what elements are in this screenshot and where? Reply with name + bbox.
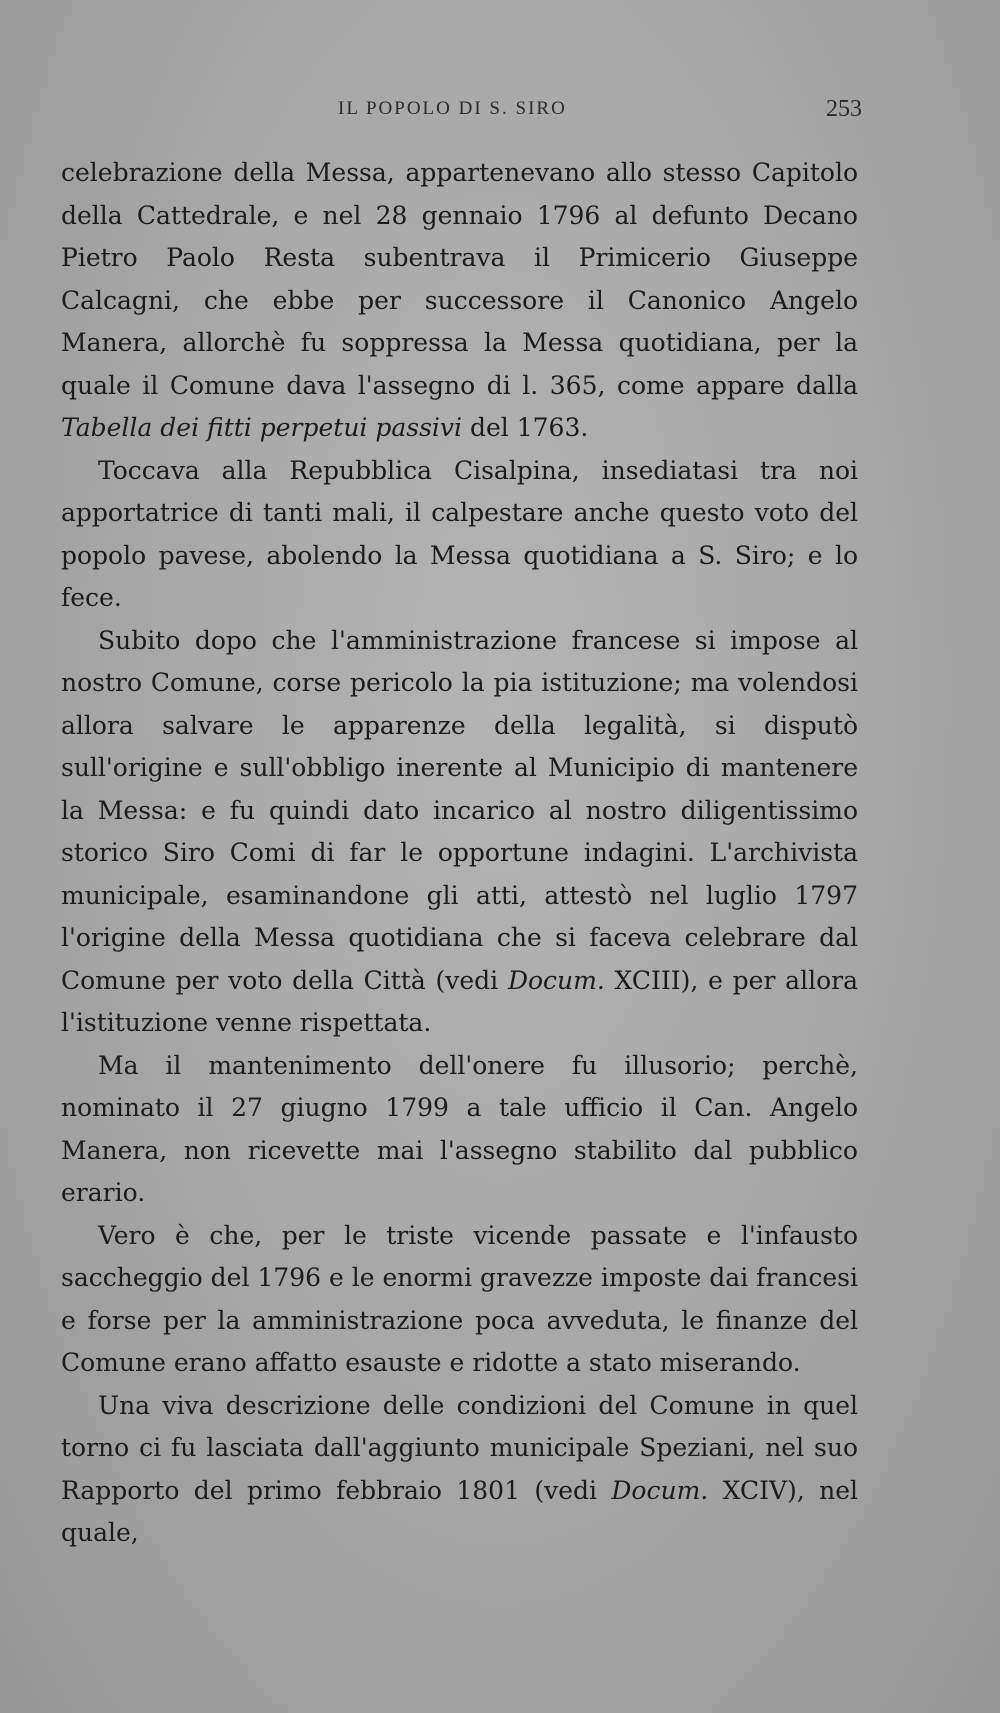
paragraph-2: Toccava alla Repubblica Cisalpina, insediatasi tra noi apportatrice di tanti mali, il calpestare anche questo voto del popolo pavese, abolendo la Messa quotidiana a S. Siro; e lo fece. [61,455,858,612]
paragraph-text: XCIV), nel quale, [61,1475,858,1547]
paragraph-text: Una viva descrizione delle condizioni del Comune in quel torno ci fu lasciata dall'aggiunto municipale Speziani, nel suo Rapporto del primo febbraio 1801 (vedi [61,1390,858,1505]
italic-title: Tabella dei fitti perpetui passivi [61,413,463,442]
paragraph-4: Ma il mantenimento dell'onere fu illusorio; perchè, nominato il 27 giugno 1799 a tale ufficio il Can. Angelo Manera, non ricevette mai l'assegno stabilito dal pubblico erario. [61,1050,858,1207]
running-title: IL POPOLO DI S. SIRO [338,98,567,119]
paragraph-3 [61,620,858,1045]
italic-reference: Docum. [611,1475,709,1505]
paragraph-5: Vero è che, per le triste vicende passate e l'infausto saccheggio del 1796 e le enormi gravezze imposte dai francesi e forse per la amministrazione poca avveduta, le finanze del Comune erano affatto esauste e ridotte a stato miserando. [61,1220,858,1377]
paragraph-text: celebrazione della Messa, appartenevano allo stesso Capitolo della Cattedrale, e nel 28 gennaio 1796 al defunto Decano Pietro Paolo Resta subentrava il Primicerio Giuseppe Calcagni, che ebbe per successore il Canonico Angelo Manera, allorchè fu soppressa la Messa quotidiana, per la quale il Comune dava l'assegno di l. 365, come appare dalla [61,158,858,400]
paragraph-text: Subito dopo che l'amministrazione francese si impose al nostro Comune, corse pericolo la pia istituzione; ma volendosi allora salvare le apparenze della legalità, si disputò sull'origine e sull'obbligo inerente al Municipio di mantenere la Messa: e fu quindi dato incarico al nostro diligentissimo storico Siro Comi di far le opportune indagini. L'archivista municipale, esaminandone gli atti, attestò nel luglio 1797 l'origine della Messa quotidiana che si faceva celebrare dal Comune per voto della Città (vedi [61,625,858,995]
paragraph-6 [61,1385,858,1555]
page-number: 253 [826,96,862,122]
italic-reference: Docum. [507,965,605,995]
paragraph-text: XCIII), e per allora l'istituzione venne rispettata. [61,965,858,1037]
paragraph-1 [61,152,858,450]
page-header [0,98,1000,134]
body-text [61,152,858,1555]
paragraph-text: del 1763. [462,413,589,442]
